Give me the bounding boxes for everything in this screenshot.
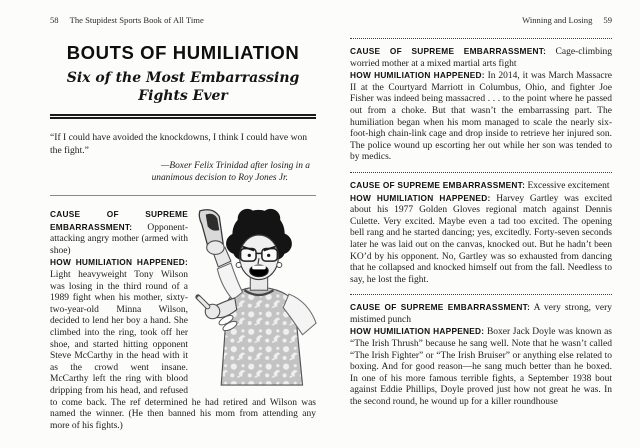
- cause-text-1: Cage-climbing worried mother at a mixed martial arts fight: [350, 47, 612, 69]
- how-label-2: HOW HUMILIATION HAPPENED:: [350, 192, 491, 203]
- cause-text-left: Opponent-attacking angry mother (armed with shoe): [50, 222, 188, 256]
- cause-text-3: A very strong, very mistimed punch: [350, 303, 612, 325]
- how-text-1: In 2014, it was March Massacre II at the Courtyard Marriott in Columbus, Ohio, and fighter Joe Fisher was indeed being massacred . . . to the point where he passed out from a choke. But that wasn’t the embarrassing part. The humiliation began when his mom managed to scale the nearly six-foot-high chain-link cage and drop inside to retrieve her injured son. The police wound up escorting her out while her son was tended to by medics.: [350, 71, 612, 163]
- angry-mother-shaking-shoe-image: [194, 205, 322, 387]
- attribution-line2: unanimous decision to Roy Jones Jr.: [151, 173, 288, 184]
- how-label-3: HOW HUMILIATION HAPPENED:: [350, 326, 485, 337]
- page-number-left: 58: [50, 15, 59, 25]
- cause-text-2: Excessive excitement: [527, 180, 610, 191]
- section-mistimed-punch: [350, 295, 612, 416]
- how-text-3: Boxer Jack Doyle was known as “The Irish Thrush” because he sang well. Note that he wasn’t called “The Irish Fighter” or “The Irish Bruiser” or anything else related to boxing. And for good reason—he sang much better than he boxed. In one of his more famous terrible fights, a September 1938 bout against Eddie Phillips, Doyle proved just how not great he was. In the second round, he wound up for a killer roundhouse: [350, 327, 612, 408]
- chapter-subtitle: [50, 69, 316, 105]
- cause-label-2: CAUSE OF SUPREME EMBARRASSMENT:: [350, 179, 526, 190]
- chapter-subtitle-line2: Fights Ever: [138, 88, 228, 105]
- cause-paragraph-2: [350, 180, 612, 193]
- how-paragraph-3: [350, 326, 612, 408]
- section-excessive-excitement: [350, 173, 612, 294]
- section-tony-wilson: [50, 209, 316, 432]
- chapter-subtitle-line1: Six of the Most Embarrassing: [66, 70, 300, 86]
- angry-mother-illustration: [194, 205, 322, 387]
- thin-rule: [50, 195, 316, 196]
- cause-label-3: CAUSE OF SUPREME EMBARRASSMENT:: [350, 302, 531, 313]
- how-text-left: Light heavyweight Tony Wilson was losing in the third round of a 1989 fight when his mother, sixty-two-year-old Minna Wilson, decided to lend her boy a hand. She climbed into the ring, took off her shoe, and started hitting opponent Steve McCarthy in the head with it as the crowd went insane. McCarthy left the ring with blood dripping from his head, and refused to come back. The ref determined he had retired and Wilson was named the winner. (He then banned his mom from attending any more of his fights.): [50, 270, 316, 431]
- how-text-2: Harvey Gartley was excited about his 1977 Golden Gloves regional match against Dennis Culette. Very excited. Maybe even a tad too excited. The opening bell rang and he started dancing; yes, excitedly. Forty-seven seconds later he was laid out on the canvas, knocked out. But he hadn’t been KO’d by his opponent. No, Gartley was so exhausted from dancing that he collapsed and knocked himself out from the fall. Needless to say, he lost the fight.: [350, 193, 612, 285]
- quote-attribution: [50, 160, 316, 185]
- attribution-line1: —Boxer Felix Trinidad after losing in a: [161, 160, 310, 171]
- how-paragraph-2: [350, 193, 612, 287]
- running-title-left: The Stupidest Sports Book of All Time: [69, 15, 204, 25]
- cause-label-1: CAUSE OF SUPREME EMBARRASSMENT:: [350, 46, 547, 56]
- double-rule: [50, 114, 316, 119]
- running-head-left: [50, 15, 316, 25]
- quote-text: “If I could have avoided the knockdowns, I think I could have won the fight.”: [50, 132, 308, 157]
- pull-quote: [50, 132, 316, 185]
- section-cage-climbing-mother: [350, 39, 612, 172]
- page-number-right: 59: [603, 15, 612, 25]
- chapter-title: BOUTS OF HUMILIATION: [66, 42, 300, 63]
- cause-paragraph-1: [350, 46, 612, 70]
- running-title-right: Winning and Losing: [522, 15, 593, 25]
- cause-label-left: CAUSE OF SUPREME EMBARRASSMENT:: [50, 209, 188, 232]
- how-label-1: HOW HUMILIATION HAPPENED:: [350, 70, 485, 81]
- how-label-left: HOW HUMILIATION HAPPENED:: [50, 257, 188, 268]
- running-head-right: [350, 15, 612, 25]
- page-59: [332, 0, 640, 448]
- cause-paragraph-3: [350, 302, 612, 326]
- how-paragraph-1: [350, 70, 612, 164]
